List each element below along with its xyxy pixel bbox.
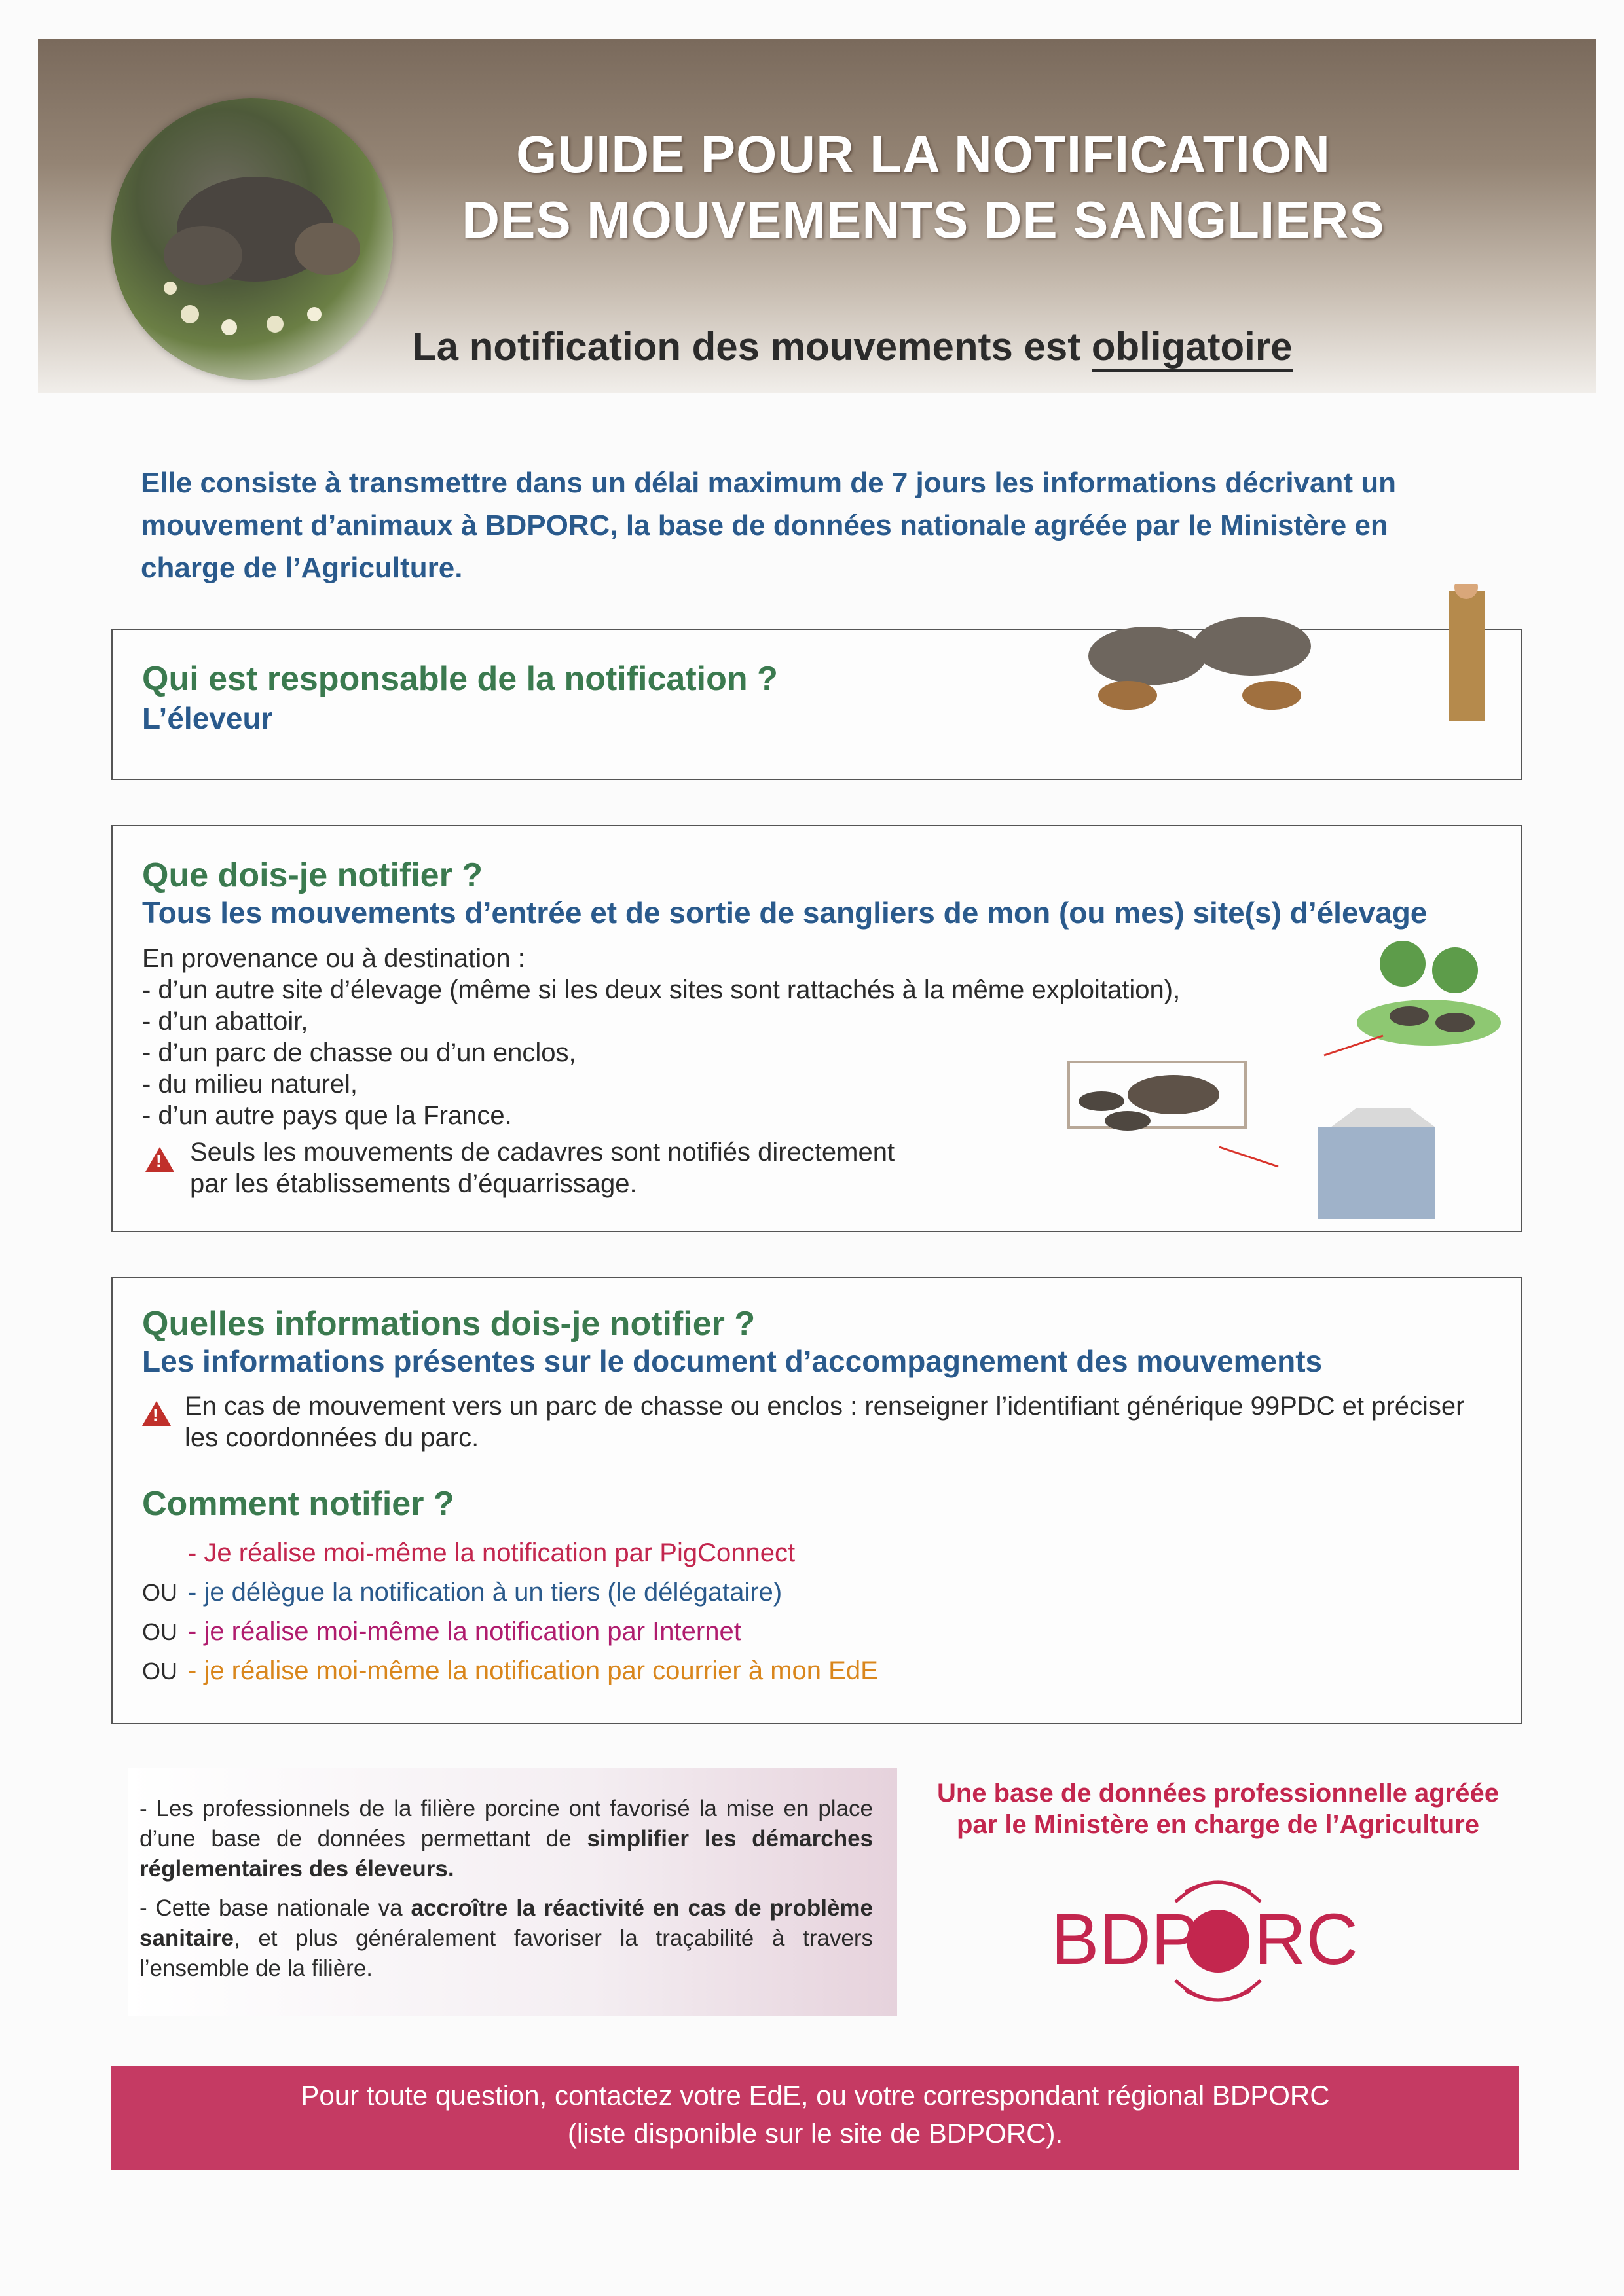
warning-icon: [142, 1401, 171, 1426]
bdporc-tagline: [917, 1777, 1519, 1840]
responsible-answer: L’éleveur: [142, 701, 273, 735]
info-paragraph-2: [139, 1893, 873, 1984]
what-item: - d’un autre pays que la France.: [142, 1101, 512, 1130]
subtitle-text: La notification des mouvements est: [413, 325, 1092, 369]
wild-boar-photo: [111, 98, 393, 380]
footer-line1: Pour toute question, contactez votre EdE, ou votre correspondant régional BDPORC: [301, 2080, 1330, 2111]
info-emphasis: simplifier les démarches réglementaires des éleveurs.: [139, 1826, 873, 1882]
bdporc-logo: [1035, 1859, 1401, 2016]
what-question: Que dois-je notifier ?: [142, 856, 483, 894]
tagline-line2: par le Ministère en charge de l’Agriculture: [956, 1810, 1479, 1839]
footer-text: [111, 2077, 1519, 2153]
info-emphasis: accroître la réactivité en cas de problème sanitaire: [139, 1895, 873, 1951]
info-text: - Cette base nationale va: [139, 1895, 411, 1921]
responsible-question: Qui est responsable de la notification ?: [142, 660, 778, 698]
what-lead: En provenance ou à destination :: [142, 944, 525, 973]
method-mail: [142, 1656, 878, 1686]
info-answer: Les informations présentes sur le document d’accompagnement des mouvements: [142, 1344, 1323, 1378]
what-item: - d’un autre site d’élevage (même si les deux sites sont rattachés à la même exploitation),: [142, 975, 1181, 1004]
info-text: - Les professionnels de la filière porcine ont favorisé la mise en place d’une base de données permettant de: [139, 1796, 873, 1851]
method-text: - je réalise moi-même la notification par courrier à mon EdE: [188, 1656, 878, 1685]
method-text: - Je réalise moi-même la notification par PigConnect: [188, 1539, 796, 1567]
how-question: Comment notifier ?: [142, 1485, 454, 1523]
page-subtitle: [413, 324, 1293, 369]
logo-text-left: BDP: [1051, 1899, 1200, 1980]
info-text: , et plus généralement favoriser la traçabilité à travers l’ensemble de la filière.: [139, 1925, 873, 1981]
movement-sites-illustration: [1043, 931, 1514, 1226]
intro-paragraph: Elle consiste à transmettre dans un délai maximum de 7 jours les informations décrivant un mouvement d’animaux à BDPORC, la base de données nationale agréée par le Ministère en charge de l’Agriculture.: [141, 467, 1397, 584]
footer-line2: (liste disponible sur le site de BDPORC).: [567, 2118, 1063, 2149]
info-paragraph-1: [139, 1794, 873, 1884]
method-text: - je délègue la notification à un tiers (le délégataire): [188, 1578, 783, 1607]
method-pigconnect: [142, 1539, 795, 1568]
info-warning-line1: En cas de mouvement vers un parc de chasse ou enclos : renseigner l’identifiant générique 99PDC et préciser: [185, 1392, 1465, 1421]
logo-text-right: RC: [1254, 1899, 1358, 1980]
what-answer: Tous les mouvements d’entrée et de sortie de sangliers de mon (ou mes) site(s) d’élevage: [142, 896, 1428, 930]
method-internet: [142, 1617, 741, 1647]
what-item: - d’un parc de chasse ou d’un enclos,: [142, 1038, 576, 1067]
method-prefix: OU: [142, 1618, 177, 1645]
tagline-line1: Une base de données professionnelle agréée: [936, 1779, 1500, 1808]
info-warning-line2: les coordonnées du parc.: [185, 1423, 479, 1452]
info-question: Quelles informations dois-je notifier ?: [142, 1305, 756, 1343]
what-item: - d’un abattoir,: [142, 1007, 308, 1036]
method-prefix: OU: [142, 1579, 177, 1606]
method-delegate: [142, 1578, 782, 1607]
what-warning-line1: Seuls les mouvements de cadavres sont notifiés directement: [190, 1138, 895, 1167]
page-title-line1: GUIDE POUR LA NOTIFICATION: [516, 125, 1331, 183]
warning-icon: [145, 1147, 174, 1172]
bdporc-logo-graphic: [1035, 1859, 1401, 2016]
what-to-notify-section: [111, 825, 1522, 1232]
what-info-section: [111, 1277, 1522, 1724]
info-panel: [128, 1768, 897, 2016]
what-item: - du milieu naturel,: [142, 1070, 358, 1099]
method-prefix: OU: [142, 1658, 177, 1685]
responsible-section: [111, 629, 1522, 780]
what-warning-line2: par les établissements d’équarrissage.: [190, 1169, 637, 1198]
farmer-and-boars-illustration: [1056, 584, 1514, 777]
page-title-line2: DES MOUVEMENTS DE SANGLIERS: [462, 191, 1385, 249]
subtitle-emphasis: obligatoire: [1092, 325, 1293, 372]
wild-boar-illustration: [111, 98, 393, 380]
method-text: - je réalise moi-même la notification par Internet: [188, 1617, 741, 1646]
